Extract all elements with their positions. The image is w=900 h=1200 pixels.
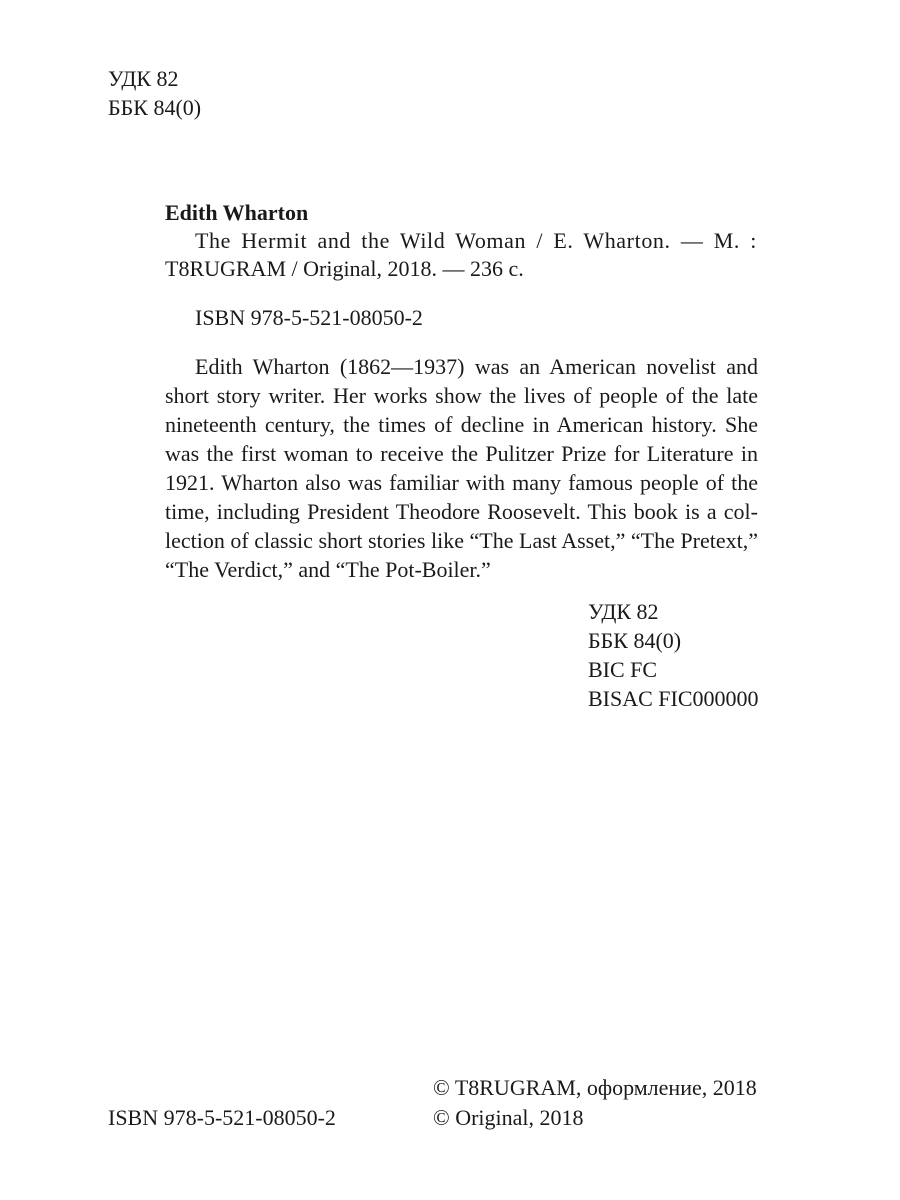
annotation-line: “The Verdict,” and “The Pot-Boiler.” xyxy=(165,557,491,582)
copyright-design: © T8RUGRAM, оформление, 2018 xyxy=(433,1075,757,1100)
annotation-line: 1921. Wharton also was familiar with many famous people of the xyxy=(165,470,758,495)
udk-code-top: УДК 82 xyxy=(108,66,179,91)
bisac-code: BISAC FIC000000 xyxy=(588,686,759,711)
annotation-line: nineteenth century, the times of decline in American history. She xyxy=(165,412,758,437)
bbk-code-top: ББК 84(0) xyxy=(108,95,202,120)
annotation-paragraph xyxy=(165,352,758,584)
isbn-footer: ISBN 978-5-521-08050-2 xyxy=(108,1105,336,1130)
bbk-code-right: ББК 84(0) xyxy=(588,628,682,653)
isbn-entry: ISBN 978-5-521-08050-2 xyxy=(195,305,423,330)
annotation-line: time, including President Theodore Roosevelt. This book is a col- xyxy=(165,499,758,524)
author-name: Edith Wharton xyxy=(165,200,309,225)
annotation-line: short story writer. Her works show the lives of people of the late xyxy=(165,383,758,408)
bibliographic-title-line: The Hermit and the Wild Woman / E. Wharton. — M. : xyxy=(195,228,757,253)
copyright-original: © Original, 2018 xyxy=(433,1105,584,1130)
annotation-line: was the first woman to receive the Pulitzer Prize for Literature in xyxy=(165,441,758,466)
udk-code-right: УДК 82 xyxy=(588,599,659,624)
annotation-line: Edith Wharton (1862—1937) was an American novelist and xyxy=(195,354,758,379)
annotation-line: lection of classic short stories like “The Last Asset,” “The Pretext,” xyxy=(165,528,758,553)
bibliographic-publisher-line: T8RUGRAM / Original, 2018. — 236 с. xyxy=(165,256,524,281)
bic-code: BIC FC xyxy=(588,657,658,682)
